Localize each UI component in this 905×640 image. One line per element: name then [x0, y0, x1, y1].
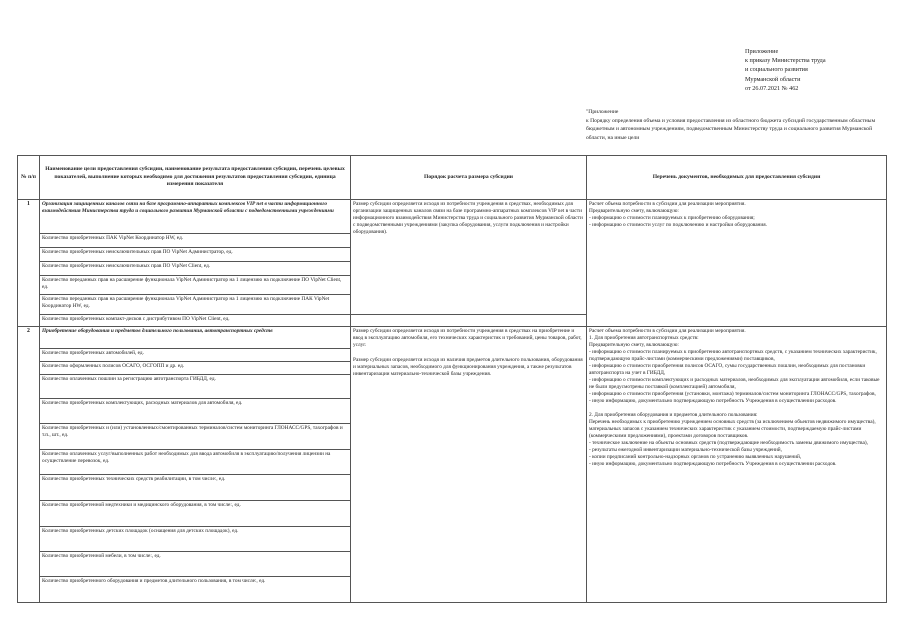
- indicator-cell: Количество приобретенных ПАК VipNet Координатор HW, ед.: [40, 234, 351, 248]
- approval-line: и социального развития: [745, 66, 808, 74]
- row-2-goal: [18, 327, 887, 349]
- header-docs: Перечень документов, необходимых для предоставления субсидии: [587, 156, 887, 200]
- indicator-cell: Количество приобретенной мебели, в том числе:, ед.: [40, 552, 351, 577]
- empty-cell: [351, 315, 587, 327]
- row-2-order: [351, 327, 587, 603]
- subsidy-table: [17, 155, 887, 603]
- indicator-cell: Количество переданных прав на расширение функционала VipNet Администратор на 1 лицензию на подключение ПО VipNet Client, ед.: [40, 276, 351, 295]
- row-1-number: 1: [18, 200, 40, 327]
- indicator-cell: Количество оформленных полисов ОСАГО, ОСГОПП и др. ед.: [40, 362, 351, 375]
- approval-block: [745, 47, 895, 93]
- indicator-cell: Количество оплаченных пошлин за регистрацию автотранспорта ГИБДД, ед.: [40, 375, 351, 399]
- indicator-cell: Количество приобретенного оборудования и предметов длительного пользования, в том числе:, ед.: [40, 577, 351, 603]
- row-1-docs: Расчет объема потребности в субсидии для реализации мероприятия. Предварительную смету, включающую: - информацию о стоимости планируемых к приобретению оборудования; - информацию о стоимости услуг по подключению и настройки оборудования.: [587, 200, 887, 327]
- approval-line: к приказу Министерства труда: [745, 57, 826, 65]
- indicator-cell: Количество приобретенных комплектующих, расходных материалов для автомобиля, ед.: [40, 399, 351, 424]
- row-1-order: Размер субсидии определяется исходя из потребности учреждения в средствах, необходимых для организации защищенных каналов связи на базе программно-аппаратных комплексов VIP net в части информационного взаимодействия Министерства труда и социального развития Мурманской области с подведомственными учреждениями (закупка оборудования, услуги подключения и настройки оборудования).: [351, 200, 587, 315]
- row-2-order-equipment: Размер субсидии определяется исходя из наличия предметов длительного пользования, оборудования и материальных запасов, необходимого для функционирования учреждения, а также результатов инвентаризации материально-технической базы учреждения.: [353, 357, 584, 377]
- indicator-cell: Количество приобретенных неисключительных прав ПО VipNet Client, ед.: [40, 262, 351, 276]
- approval-line: Мурманской области: [745, 75, 801, 83]
- row-1-goal: [18, 200, 887, 234]
- indicator-cell: Количество приобретенных автомобилей, ед.: [40, 349, 351, 362]
- indicator-cell: Количество приобретенных и (или) установленных/смонтированных терминалов/систем мониторинга ГЛОНАСС/GPS, тахографов и т.п., шт., ед.: [40, 424, 351, 450]
- indicator-cell: Количество приобретенных технических средств реабилитации, в том числе:, ед.: [40, 475, 351, 501]
- header-row: [18, 156, 887, 200]
- indicator-cell: Количество переданных прав на расширение функционала VipNet Администратор на 1 лицензию на подключение ПАК VipNet Координатор HW, ед.: [40, 295, 351, 315]
- row-2-goal-text: Приобретение оборудования и предметов длительного пользования, автотранспортных средств: [40, 327, 351, 349]
- approval-line: Приложение: [745, 48, 779, 55]
- header-num: № п/п: [18, 156, 40, 200]
- header-goal: Наименование цели предоставления субсидии, наименование результата предоставления субсидии, перечень целевых показателей, выполнение которых необходимо для достижения результатов предоставления субсидии, единица измерения показателя: [40, 156, 351, 200]
- indicator-cell: Количество приобретенных детских площадок (оснащения для детских площадок), ед.: [40, 527, 351, 552]
- indicator-cell: Количество приобретенной медтехники и медицинского оборудования, в том числе:, ед.: [40, 501, 351, 527]
- row-1-goal-text: Организация защищенных каналов связи на базе программно-аппаратных комплексов VIP net в части информационного взаимодействия Министерства труда и социального развития Мурманской области с подведомственными учреждениями: [40, 200, 351, 234]
- row-2-docs-vehicles: Расчет объема потребности в субсидии для реализации мероприятия. 1. Для приобретения автотранспортных средств: Предварительную смету, включающую: - информацию о стоимости планируемых к приобретению автотранспортных средств, с указанием технических характеристик, подтверждающую прайс-листами (коммерческими предложениями) поставщиков, - информацию о стоимости приобретения полисов ОСАГО, сумы государственных пошлин, необходимых для постановки автотранспорта на учет в ГИБДД, - информацию о стоимости комплектующих и расходных материалов, необходимых для эксплуатации автомобиля, если таковые не были предусмотрены поставкой (комплектацией) автомобиля, - информацию о стоимости приобретения (установки, монтажа) терминалов/систем мониторинга ГЛОНАСС/GPS, тахографов, - иную информацию, документально подтверждающую потребность Учреждения в осуществлении расходов.: [589, 328, 880, 404]
- row-2-docs-equipment: 2. Для приобретения оборудования и предметов длительного пользования: Перечень необходимых к приобретению учреждением основных средств (за исключением объектов недвижимого имущества), материальных запасов с указанием технических характеристик с указанием стоимости, подтверждаемую прайс-листами (коммерческими предложениями), проектами договоров поставщиков. - техническое заключение на объекты основных средств (подтверждающие необходимость замены движимого имущества), - результаты ежегодной инвентаризации материально-технической базы учреждений, - копии предписаний контрольно-надзорных органов по устранению выявленных нарушений, - иную информацию, документально подтверждающую потребность Учреждения в осуществлении расходов.: [589, 412, 876, 467]
- indicator-cell: Количество приобретенных компакт-дисков с дистрибутивом ПО VipNet Client, ед.: [40, 315, 351, 327]
- annex-heading: "Приложение к Порядку определения объема и условия предоставления из областного бюджета субсидий государственным областным бюджетным и автономным учреждениям, подведомственным Министерству труда и социального развития Мурманской области, на иные цели: [586, 109, 876, 141]
- row-2-number: 2: [18, 327, 40, 603]
- indicator-cell: Количество оплаченных услуг/выполненных работ необходимых для ввода автомобиля в эксплуатацию/получения лицензии на осуществление перевозок, ед.: [40, 450, 351, 475]
- indicator-cell: Количество приобретенных неисключительных прав ПО VipNet Администратор, ед.: [40, 248, 351, 262]
- header-order: Порядок расчета размера субсидии: [351, 156, 587, 200]
- approval-line: от 26.07.2021 № 462: [745, 84, 799, 92]
- row-2-docs: [587, 327, 887, 603]
- row-2-order-vehicles: Размер субсидии определяется исходя из потребности учреждения в средствах на приобретение и ввод в эксплуатацию автомобиля, его технических характеристик и требований, цены товаров, работ, услуг.: [353, 328, 583, 348]
